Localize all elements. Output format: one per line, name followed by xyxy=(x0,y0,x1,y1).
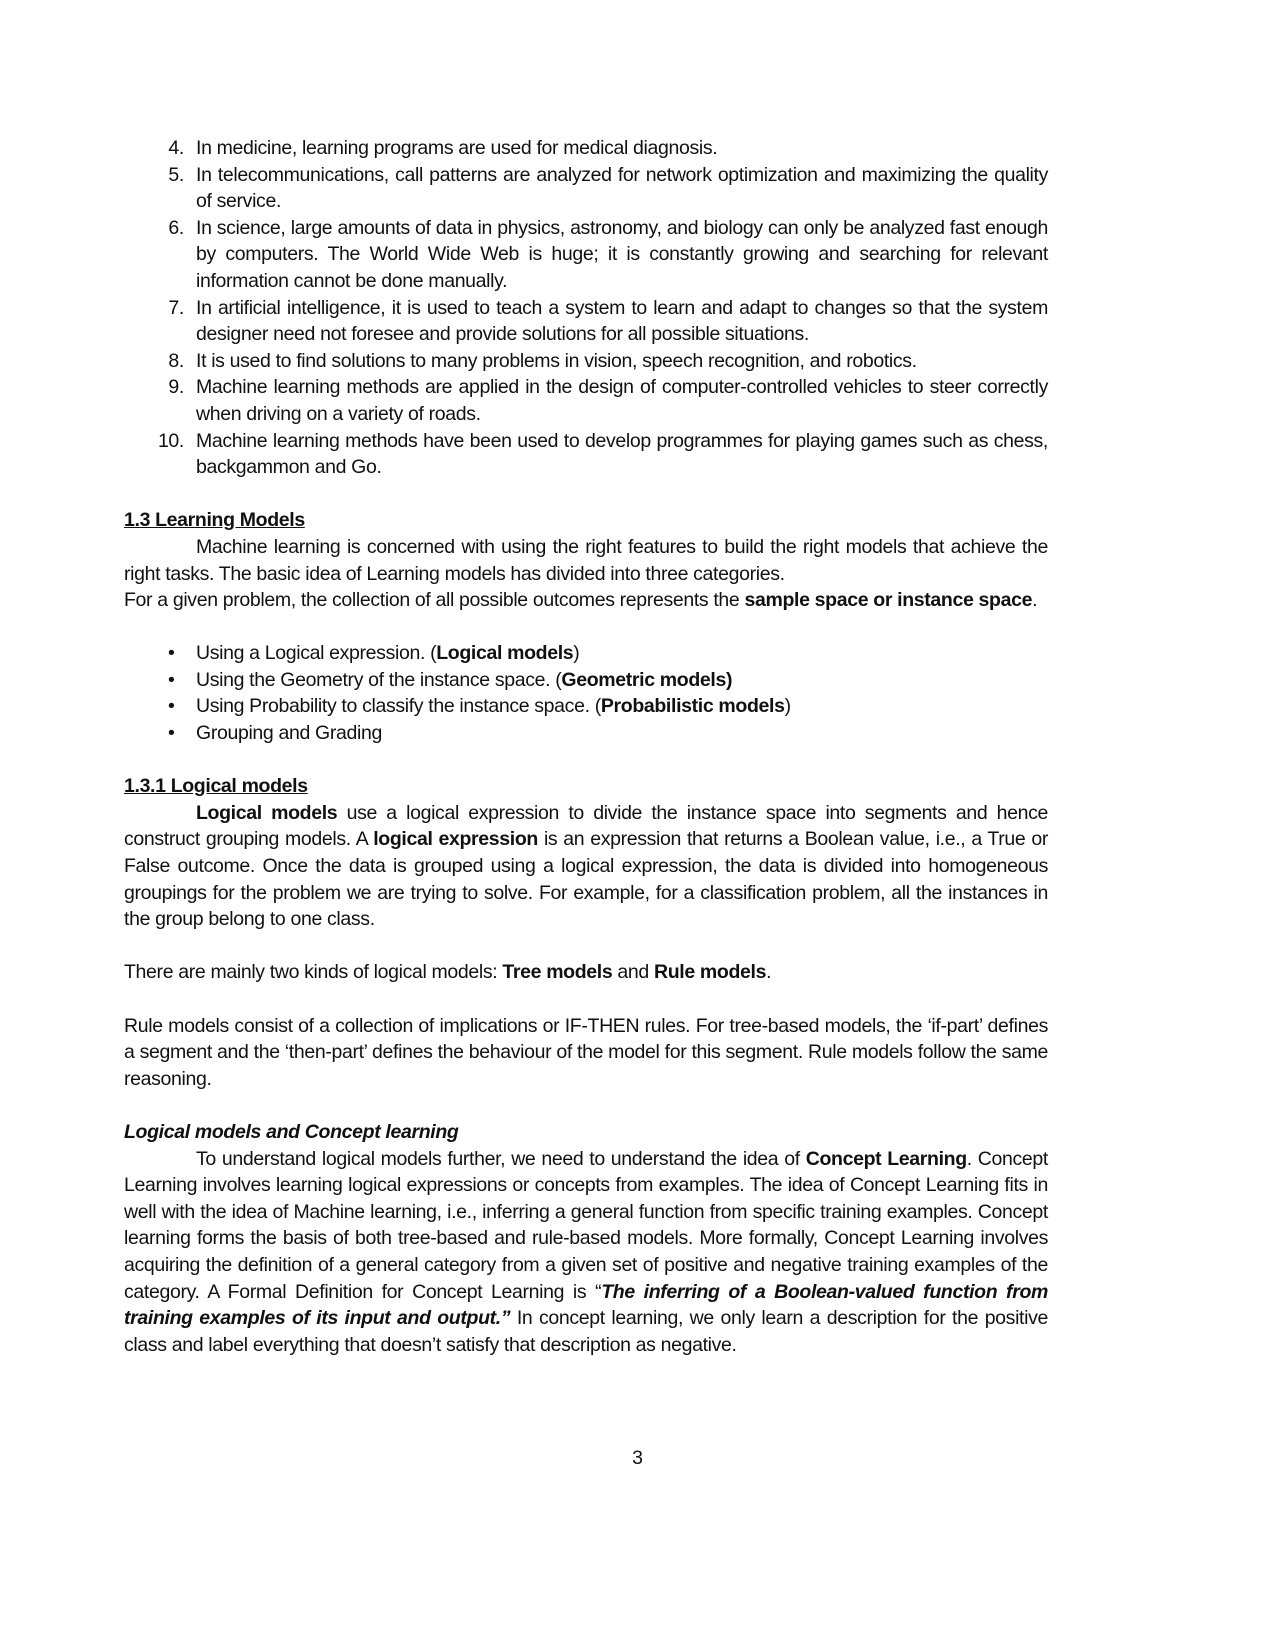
section-heading-logical-models: 1.3.1 Logical models xyxy=(124,775,308,798)
list-item xyxy=(124,374,1048,427)
list-text: In telecommunications, call patterns are analyzed for network optimization and maximizing the quality of service. xyxy=(196,163,1048,213)
list-item xyxy=(124,428,1048,481)
list-number: 5. xyxy=(168,163,184,186)
list-item xyxy=(124,693,1048,720)
text: ) xyxy=(573,642,580,665)
text: For a given problem, the collection of all possible outcomes represents the xyxy=(124,589,745,612)
document-page xyxy=(124,135,1048,1358)
section-heading-learning-models: 1.3 Learning Models xyxy=(124,509,305,532)
list-number: 9. xyxy=(168,376,184,399)
list-item xyxy=(124,215,1048,295)
list-item xyxy=(124,720,1048,747)
text: is an expression that returns a Boolean value, i.e., a True or False outcome. Once the data is grouped using a logical expression, the data is divided into homogeneous groupings for the problem we are trying to solve. For example, for a classification problem, all the instances in the group belong to one class. xyxy=(124,828,1048,931)
paragraph: Rule models consist of a collection of implications or IF-THEN rules. For tree-based models, the ‘if-part’ defines a segment and the ‘then-part’ defines the behaviour of the model for this segment. Rule models follow the same reasoning. xyxy=(124,1014,1048,1090)
bold-term: logical expression xyxy=(373,828,538,851)
list-text: In science, large amounts of data in physics, astronomy, and biology can only be analyzed fast enough by computers. The World Wide Web is huge; it is constantly growing and searching for relevant information cannot be done manually. xyxy=(196,216,1048,292)
bold-term: sample space or instance space xyxy=(744,589,1033,612)
text: Using a Logical expression. ( xyxy=(196,642,437,665)
text: and xyxy=(612,961,654,984)
list-number: 8. xyxy=(168,349,184,372)
text: . Concept Learning involves learning logical expressions or concepts from examples. The idea of Concept Learning fits in well with the idea of Machine learning, i.e., inferring a general function from specific training examples. Concept learning forms the basis of both tree-based and rule-based models. More formally, Concept Learning involves acquiring the definition of a general category from a given set of positive and negative training examples of the category. A Formal Definition for Concept Learning is “ xyxy=(124,1147,1048,1303)
list-text: In artificial intelligence, it is used to teach a system to learn and adapt to changes so that the system designer need not foresee and provide solutions for all possible situations. xyxy=(196,296,1048,346)
text: There are mainly two kinds of logical models: xyxy=(124,961,503,984)
text: ) xyxy=(784,695,791,718)
list-number: 6. xyxy=(168,216,184,239)
bullet-icon: • xyxy=(168,695,175,718)
paragraph xyxy=(124,587,1048,614)
list-number: 10. xyxy=(157,429,184,452)
spacer xyxy=(124,747,1048,774)
spacer xyxy=(124,614,1048,641)
text: Grouping and Grading xyxy=(196,722,382,745)
list-item xyxy=(124,667,1048,694)
bullet-icon: • xyxy=(168,668,175,691)
list-item xyxy=(124,162,1048,215)
list-item xyxy=(124,295,1048,348)
list-text: Machine learning methods have been used to develop programmes for playing games such as chess, backgammon and Go. xyxy=(196,429,1048,479)
bullet-icon: • xyxy=(168,642,175,665)
bold-term: Logical models xyxy=(196,801,338,824)
text: use a logical expression to divide the instance space into segments and hence construct grouping models. A xyxy=(124,801,1049,851)
bold-term: Geometric models) xyxy=(561,668,733,691)
paragraph: Machine learning is concerned with using the right features to build the right models that achieve the right tasks. The basic idea of Learning models has divided into three categories. xyxy=(124,535,1048,585)
text: In concept learning, we only learn a description for the positive class and label everything that doesn’t satisfy that description as negative. xyxy=(124,1307,1049,1356)
list-text: Machine learning methods are applied in the design of computer-controlled vehicles to steer correctly when driving on a variety of roads. xyxy=(196,376,1048,425)
spacer xyxy=(124,1092,1048,1119)
paragraph xyxy=(124,1146,1048,1359)
list-number: 4. xyxy=(168,137,184,159)
text: Using the Geometry of the instance space. ( xyxy=(196,668,562,691)
text: Using Probability to classify the instance space. ( xyxy=(196,695,601,718)
spacer xyxy=(124,481,1048,508)
bold-term: Tree models xyxy=(502,961,613,984)
text: . xyxy=(1032,589,1038,612)
text: . xyxy=(766,961,772,984)
paragraph xyxy=(124,800,1048,933)
spacer xyxy=(124,986,1048,1013)
bold-term: Probabilistic models xyxy=(600,695,785,718)
text: To understand logical models further, we need to understand the idea of xyxy=(196,1147,806,1170)
spacer xyxy=(124,933,1048,960)
subsection-heading-concept-learning: Logical models and Concept learning xyxy=(124,1120,459,1143)
list-item xyxy=(124,348,1048,375)
list-item xyxy=(124,135,1048,162)
bold-term: Concept Learning xyxy=(805,1147,967,1170)
bullet-icon: • xyxy=(168,722,175,745)
list-number: 7. xyxy=(168,296,184,319)
bold-term: Logical models xyxy=(436,642,574,665)
list-item xyxy=(124,640,1048,667)
applications-list xyxy=(124,135,1048,481)
page-number: 3 xyxy=(632,1447,643,1469)
paragraph xyxy=(124,959,1048,986)
model-categories-list xyxy=(124,640,1048,746)
list-text: It is used to find solutions to many problems in vision, speech recognition, and robotics. xyxy=(196,349,917,372)
list-text: In medicine, learning programs are used for medical diagnosis. xyxy=(196,137,718,159)
definition-quote: The inferring of a Boolean-valued function from training examples of its input and output.” xyxy=(124,1280,1048,1330)
bold-term: Rule models xyxy=(653,961,767,984)
